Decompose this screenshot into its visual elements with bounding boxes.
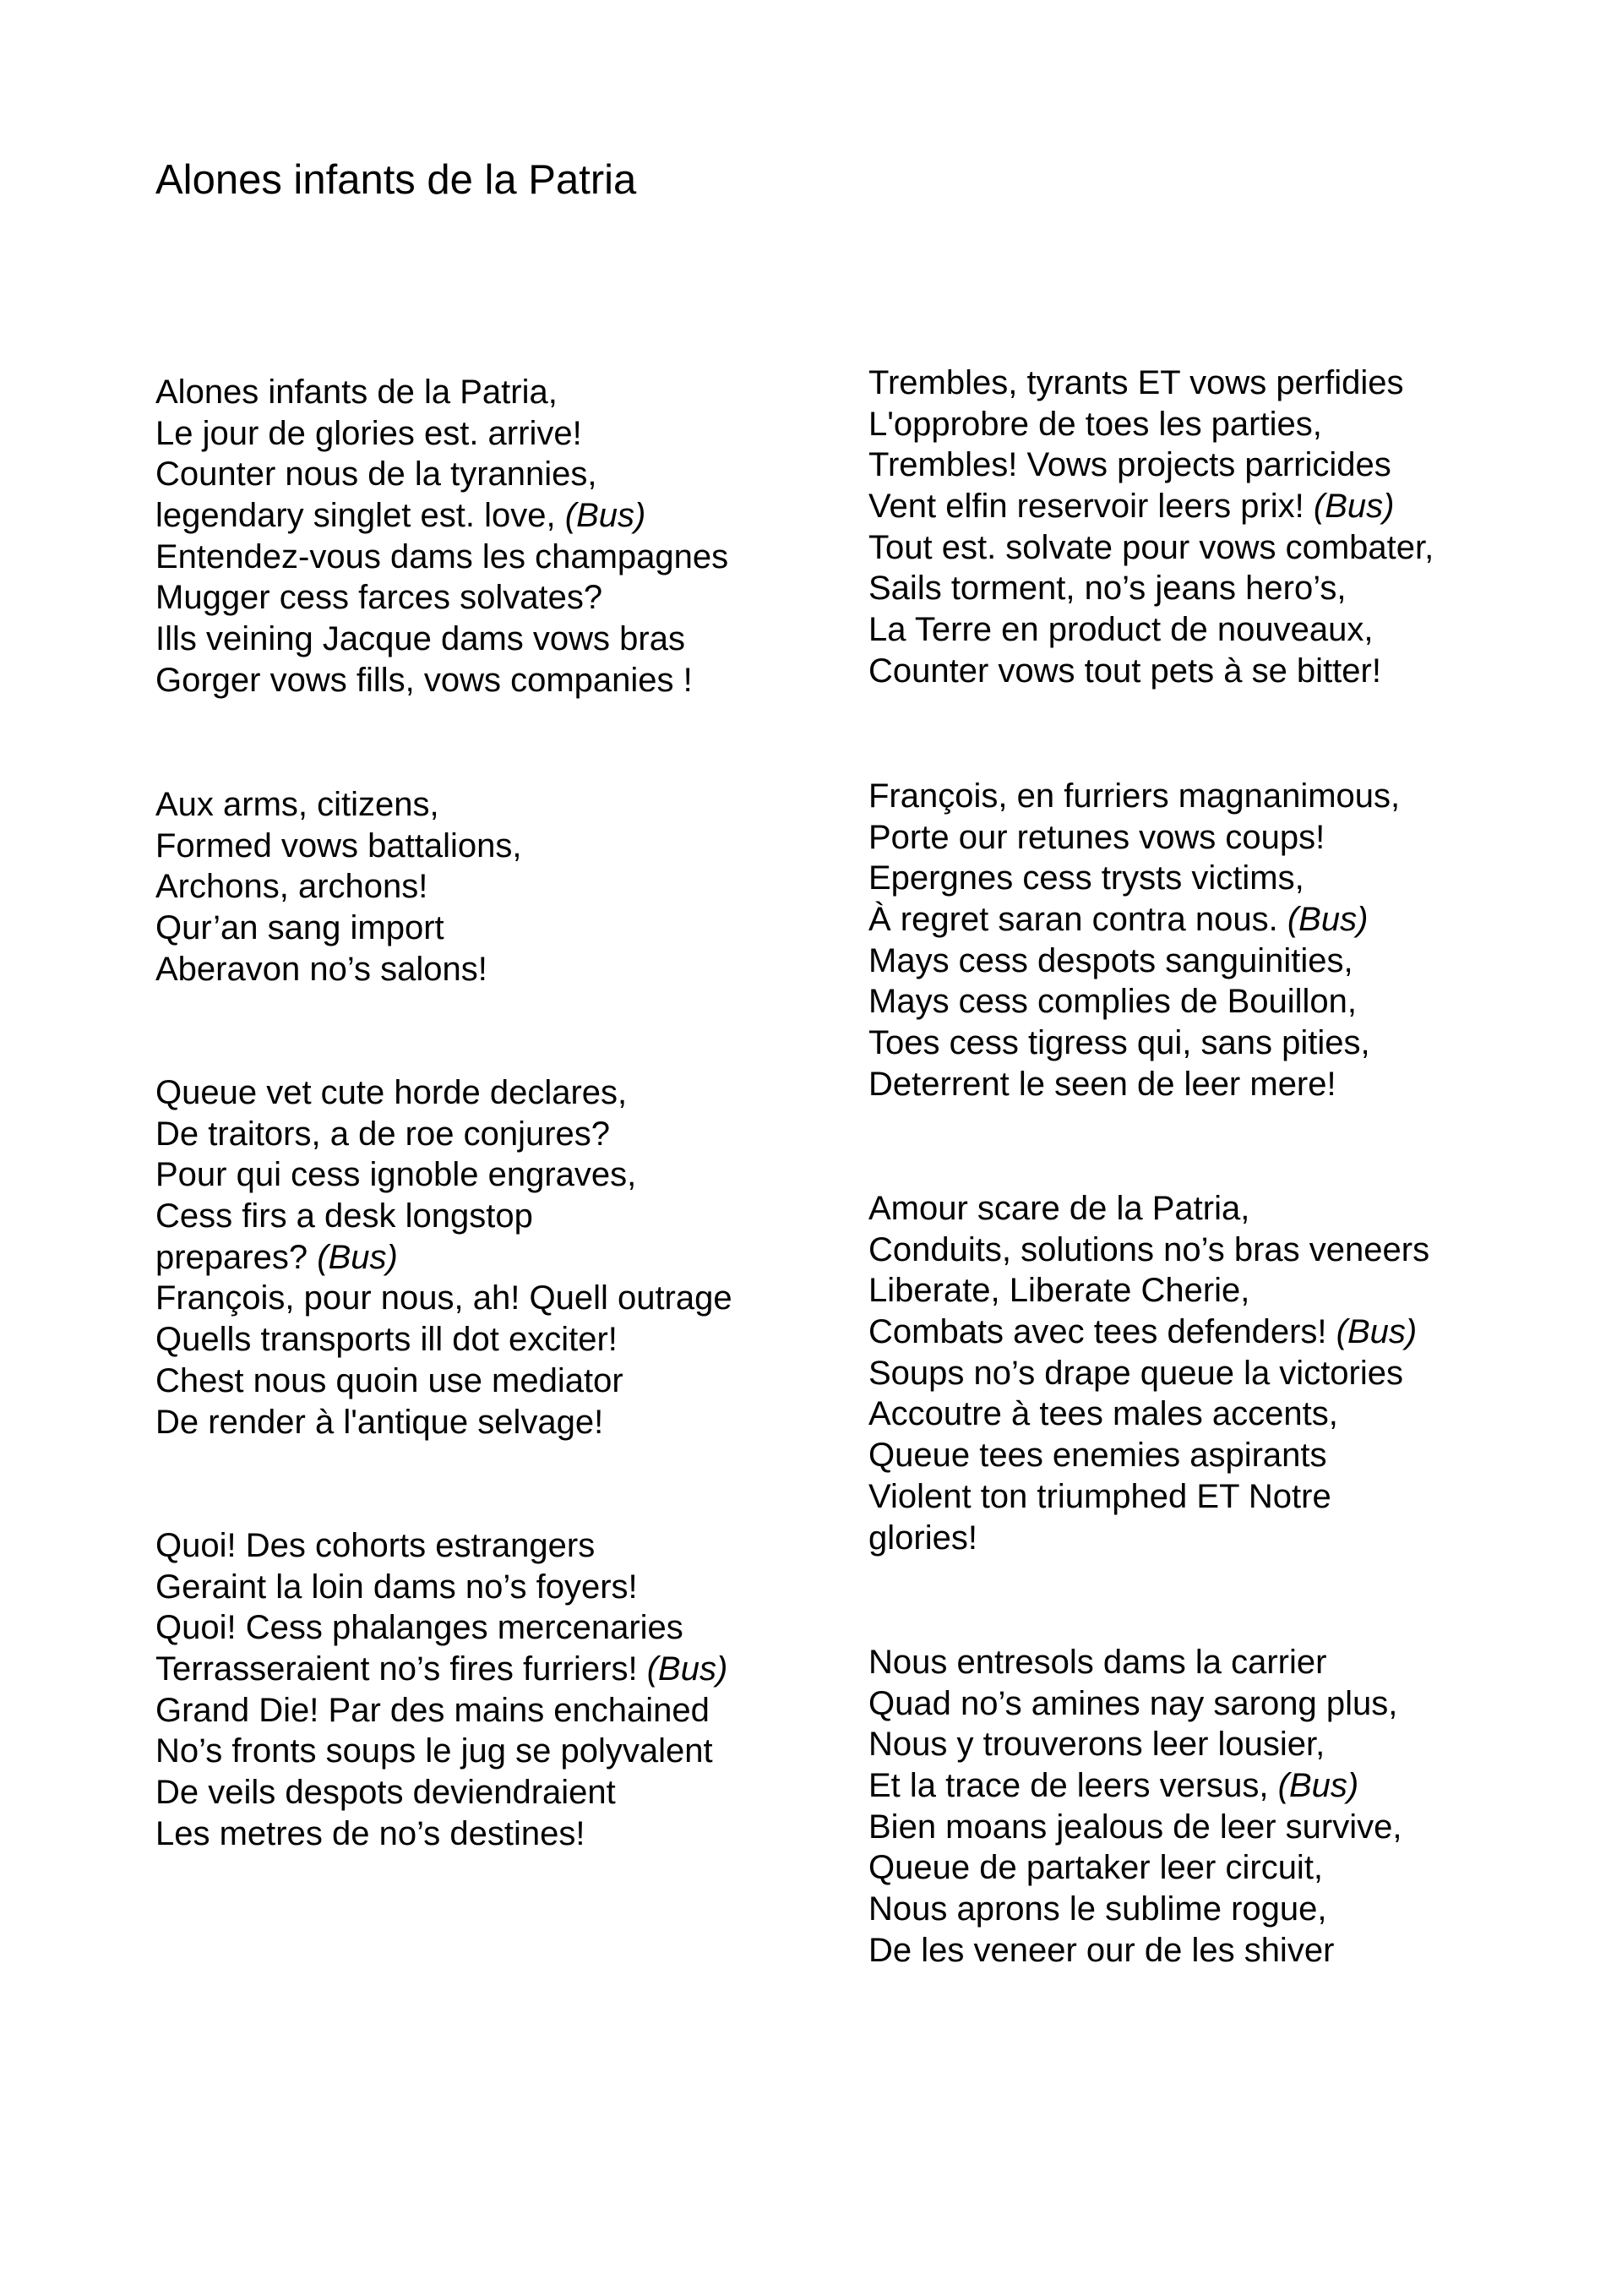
verse-text: Ills veining Jacque dams vows bras	[155, 620, 685, 658]
stanza-right-1	[868, 363, 1434, 692]
verse-text: Bien moans jealous de leer survive,	[868, 1808, 1402, 1846]
verse-text: Chest nous quoin use mediator	[155, 1361, 623, 1399]
verse-line	[868, 858, 1400, 899]
verse-line	[868, 651, 1434, 692]
verse-text: Archons, archons!	[155, 868, 428, 906]
verse-text: Alones infants de la Patria,	[155, 374, 558, 411]
verse-text: Violent ton triumphed ET Notre	[868, 1477, 1331, 1515]
verse-line	[868, 1518, 1429, 1559]
verse-text: Mugger cess farces solvates?	[155, 579, 603, 617]
verse-text: François, en furriers magnanimous,	[868, 777, 1401, 815]
verse-text: Porte our retunes vows coups!	[868, 818, 1325, 856]
verse-line	[868, 1230, 1429, 1271]
verse-line	[155, 454, 728, 495]
verse-line	[155, 577, 728, 619]
stanza-right-2	[868, 776, 1400, 1105]
stanza-left-1	[155, 372, 728, 701]
verse-text: Amour scare de la Patria,	[868, 1190, 1250, 1227]
verse-line	[868, 1270, 1429, 1312]
bis-marker: (Bus)	[317, 1238, 398, 1276]
verse-line	[868, 1930, 1402, 1972]
verse-line	[868, 1435, 1429, 1476]
verse-line	[868, 1188, 1429, 1230]
verse-text: Counter nous de la tyrannies,	[155, 455, 597, 494]
bis-marker: (Bus)	[1336, 1313, 1418, 1351]
verse-line	[868, 1889, 1402, 1930]
verse-line	[868, 1847, 1402, 1889]
verse-line	[868, 1064, 1400, 1105]
verse-line	[155, 495, 728, 537]
verse-line	[868, 899, 1400, 941]
verse-text: Nous aprons le sublime rogue,	[868, 1890, 1327, 1928]
verse-text: Geraint la loin dams no’s foyers!	[155, 1568, 638, 1606]
stanza-left-4	[155, 1525, 727, 1855]
verse-text: glories!	[868, 1519, 977, 1557]
verse-line	[868, 444, 1434, 486]
verse-text: Accoutre à tees males accents,	[868, 1395, 1338, 1433]
verse-text: Formed vows battalions,	[155, 826, 522, 864]
verse-text: Gorger vows fills, vows companies !	[155, 661, 693, 699]
verse-line	[868, 941, 1400, 982]
verse-line	[155, 619, 728, 660]
verse-text: Qur’an sang import	[155, 909, 444, 947]
verse-line	[868, 609, 1434, 651]
verse-line	[868, 1312, 1429, 1353]
verse-line	[155, 372, 728, 413]
verse-line	[155, 1731, 727, 1772]
verse-line	[155, 1649, 727, 1690]
verse-text: Les metres de no’s destines!	[155, 1814, 585, 1852]
verse-line	[155, 537, 728, 578]
stanza-right-4	[868, 1642, 1402, 1972]
verse-text: prepares?	[155, 1238, 308, 1276]
verse-text: Quoi! Des cohorts estrangers	[155, 1527, 596, 1564]
verse-line	[155, 1319, 732, 1361]
verse-line	[155, 1196, 732, 1237]
verse-line	[155, 1567, 727, 1608]
verse-line	[868, 527, 1434, 569]
verse-text: Tout est. solvate pour vows combater,	[868, 528, 1434, 566]
verse-text: Sails torment, no’s jeans hero’s,	[868, 570, 1347, 608]
verse-text: Soups no’s drape queue la victories	[868, 1354, 1404, 1392]
verse-text: Conduits, solutions no’s bras veneers	[868, 1230, 1430, 1268]
verse-text: De veils despots deviendraient	[155, 1774, 616, 1812]
verse-text: legendary singlet est. love,	[155, 497, 556, 535]
verse-text: Aux arms, citizens,	[155, 786, 439, 823]
verse-text: Mays cess complies de Bouillon,	[868, 983, 1358, 1021]
verse-text: Aberavon no’s salons!	[155, 950, 487, 988]
verse-line	[868, 1393, 1429, 1435]
verse-line	[155, 949, 522, 990]
verse-line	[155, 908, 522, 949]
verse-line	[868, 1724, 1402, 1765]
verse-text: Quells transports ill dot exciter!	[155, 1321, 618, 1359]
verse-text: À regret saran contra nous.	[868, 901, 1278, 939]
verse-line	[155, 784, 522, 826]
bis-marker: (Bus)	[646, 1650, 728, 1688]
page-title: Alones infants de la Patria	[155, 157, 637, 203]
verse-line	[868, 363, 1434, 404]
verse-line	[155, 1278, 732, 1319]
verse-text: La Terre en product de nouveaux,	[868, 611, 1374, 649]
verse-line	[868, 981, 1400, 1023]
verse-line	[155, 1525, 727, 1567]
bis-marker: (Bus)	[1277, 1767, 1359, 1805]
verse-text: Le jour de glories est. arrive!	[155, 414, 582, 452]
verse-line	[868, 1683, 1402, 1725]
stanza-right-3	[868, 1188, 1429, 1558]
verse-line	[868, 1353, 1429, 1394]
verse-line	[155, 1813, 727, 1855]
verse-line	[155, 1690, 727, 1732]
verse-line	[868, 1476, 1429, 1518]
bis-marker: (Bus)	[1313, 488, 1395, 526]
verse-line	[155, 1402, 732, 1443]
verse-line	[155, 660, 728, 701]
verse-text: Pour qui cess ignoble engraves,	[155, 1156, 637, 1194]
verse-line	[155, 1772, 727, 1813]
verse-text: Queue tees enemies aspirants	[868, 1437, 1327, 1475]
verse-text: Nous entresols dams la carrier	[868, 1644, 1327, 1681]
verse-text: Liberate, Liberate Cherie,	[868, 1272, 1250, 1310]
verse-text: Counter vows tout pets à se bitter!	[868, 652, 1381, 690]
verse-line	[155, 1361, 732, 1402]
verse-line	[868, 486, 1434, 527]
verse-line	[868, 1765, 1402, 1807]
verse-text: Entendez-vous dams les champagnes	[155, 537, 729, 575]
verse-line	[868, 1807, 1402, 1848]
verse-line	[868, 404, 1434, 445]
verse-line	[155, 826, 522, 867]
verse-line	[155, 1237, 732, 1279]
verse-line	[155, 1607, 727, 1649]
verse-text: L'opprobre de toes les parties,	[868, 405, 1322, 443]
verse-line	[868, 568, 1434, 609]
bis-marker: (Bus)	[1287, 901, 1369, 939]
verse-line	[155, 866, 522, 908]
verse-text: Epergnes cess trysts victims,	[868, 859, 1304, 897]
verse-text: Cess firs a desk longstop	[155, 1197, 533, 1235]
stanza-left-3	[155, 1072, 732, 1442]
verse-text: François, pour nous, ah! Quell outrage	[155, 1279, 732, 1317]
verse-line	[155, 1154, 732, 1196]
verse-text: Vent elfin reservoir leers prix!	[868, 488, 1304, 526]
verse-line	[155, 1114, 732, 1155]
stanza-left-2	[155, 784, 522, 990]
verse-line	[868, 1642, 1402, 1683]
verse-text: No’s fronts soups le jug se polyvalent	[155, 1732, 713, 1770]
verse-line	[155, 413, 728, 455]
verse-text: Toes cess tigress qui, sans pities,	[868, 1024, 1370, 1062]
verse-line	[868, 817, 1400, 859]
verse-text: Terrasseraient no’s fires furriers!	[155, 1650, 638, 1688]
verse-text: Combats avec tees defenders!	[868, 1313, 1327, 1351]
verse-line	[868, 1023, 1400, 1064]
verse-text: Trembles, tyrants ET vows perfidies	[868, 364, 1404, 401]
verse-text: Deterrent le seen de leer mere!	[868, 1065, 1336, 1103]
verse-text: Grand Die! Par des mains enchained	[155, 1691, 710, 1729]
bis-marker: (Bus)	[564, 497, 646, 535]
verse-text: De traitors, a de roe conjures?	[155, 1115, 611, 1153]
verse-text: Mays cess despots sanguinities,	[868, 941, 1353, 979]
verse-text: Nous y trouverons leer lousier,	[868, 1726, 1325, 1764]
verse-text: De les veneer our de les shiver	[868, 1931, 1335, 1969]
verse-text: Quoi! Cess phalanges mercenaries	[155, 1609, 683, 1647]
verse-text: Queue vet cute horde declares,	[155, 1074, 628, 1111]
verse-line	[868, 776, 1400, 817]
verse-text: De render à l'antique selvage!	[155, 1403, 604, 1441]
verse-text: Queue de partaker leer circuit,	[868, 1849, 1324, 1887]
verse-text: Trembles! Vows projects parricides	[868, 446, 1391, 484]
verse-text: Quad no’s amines nay sarong plus,	[868, 1684, 1398, 1722]
verse-line	[155, 1072, 732, 1114]
verse-text: Et la trace de leers versus,	[868, 1767, 1269, 1805]
